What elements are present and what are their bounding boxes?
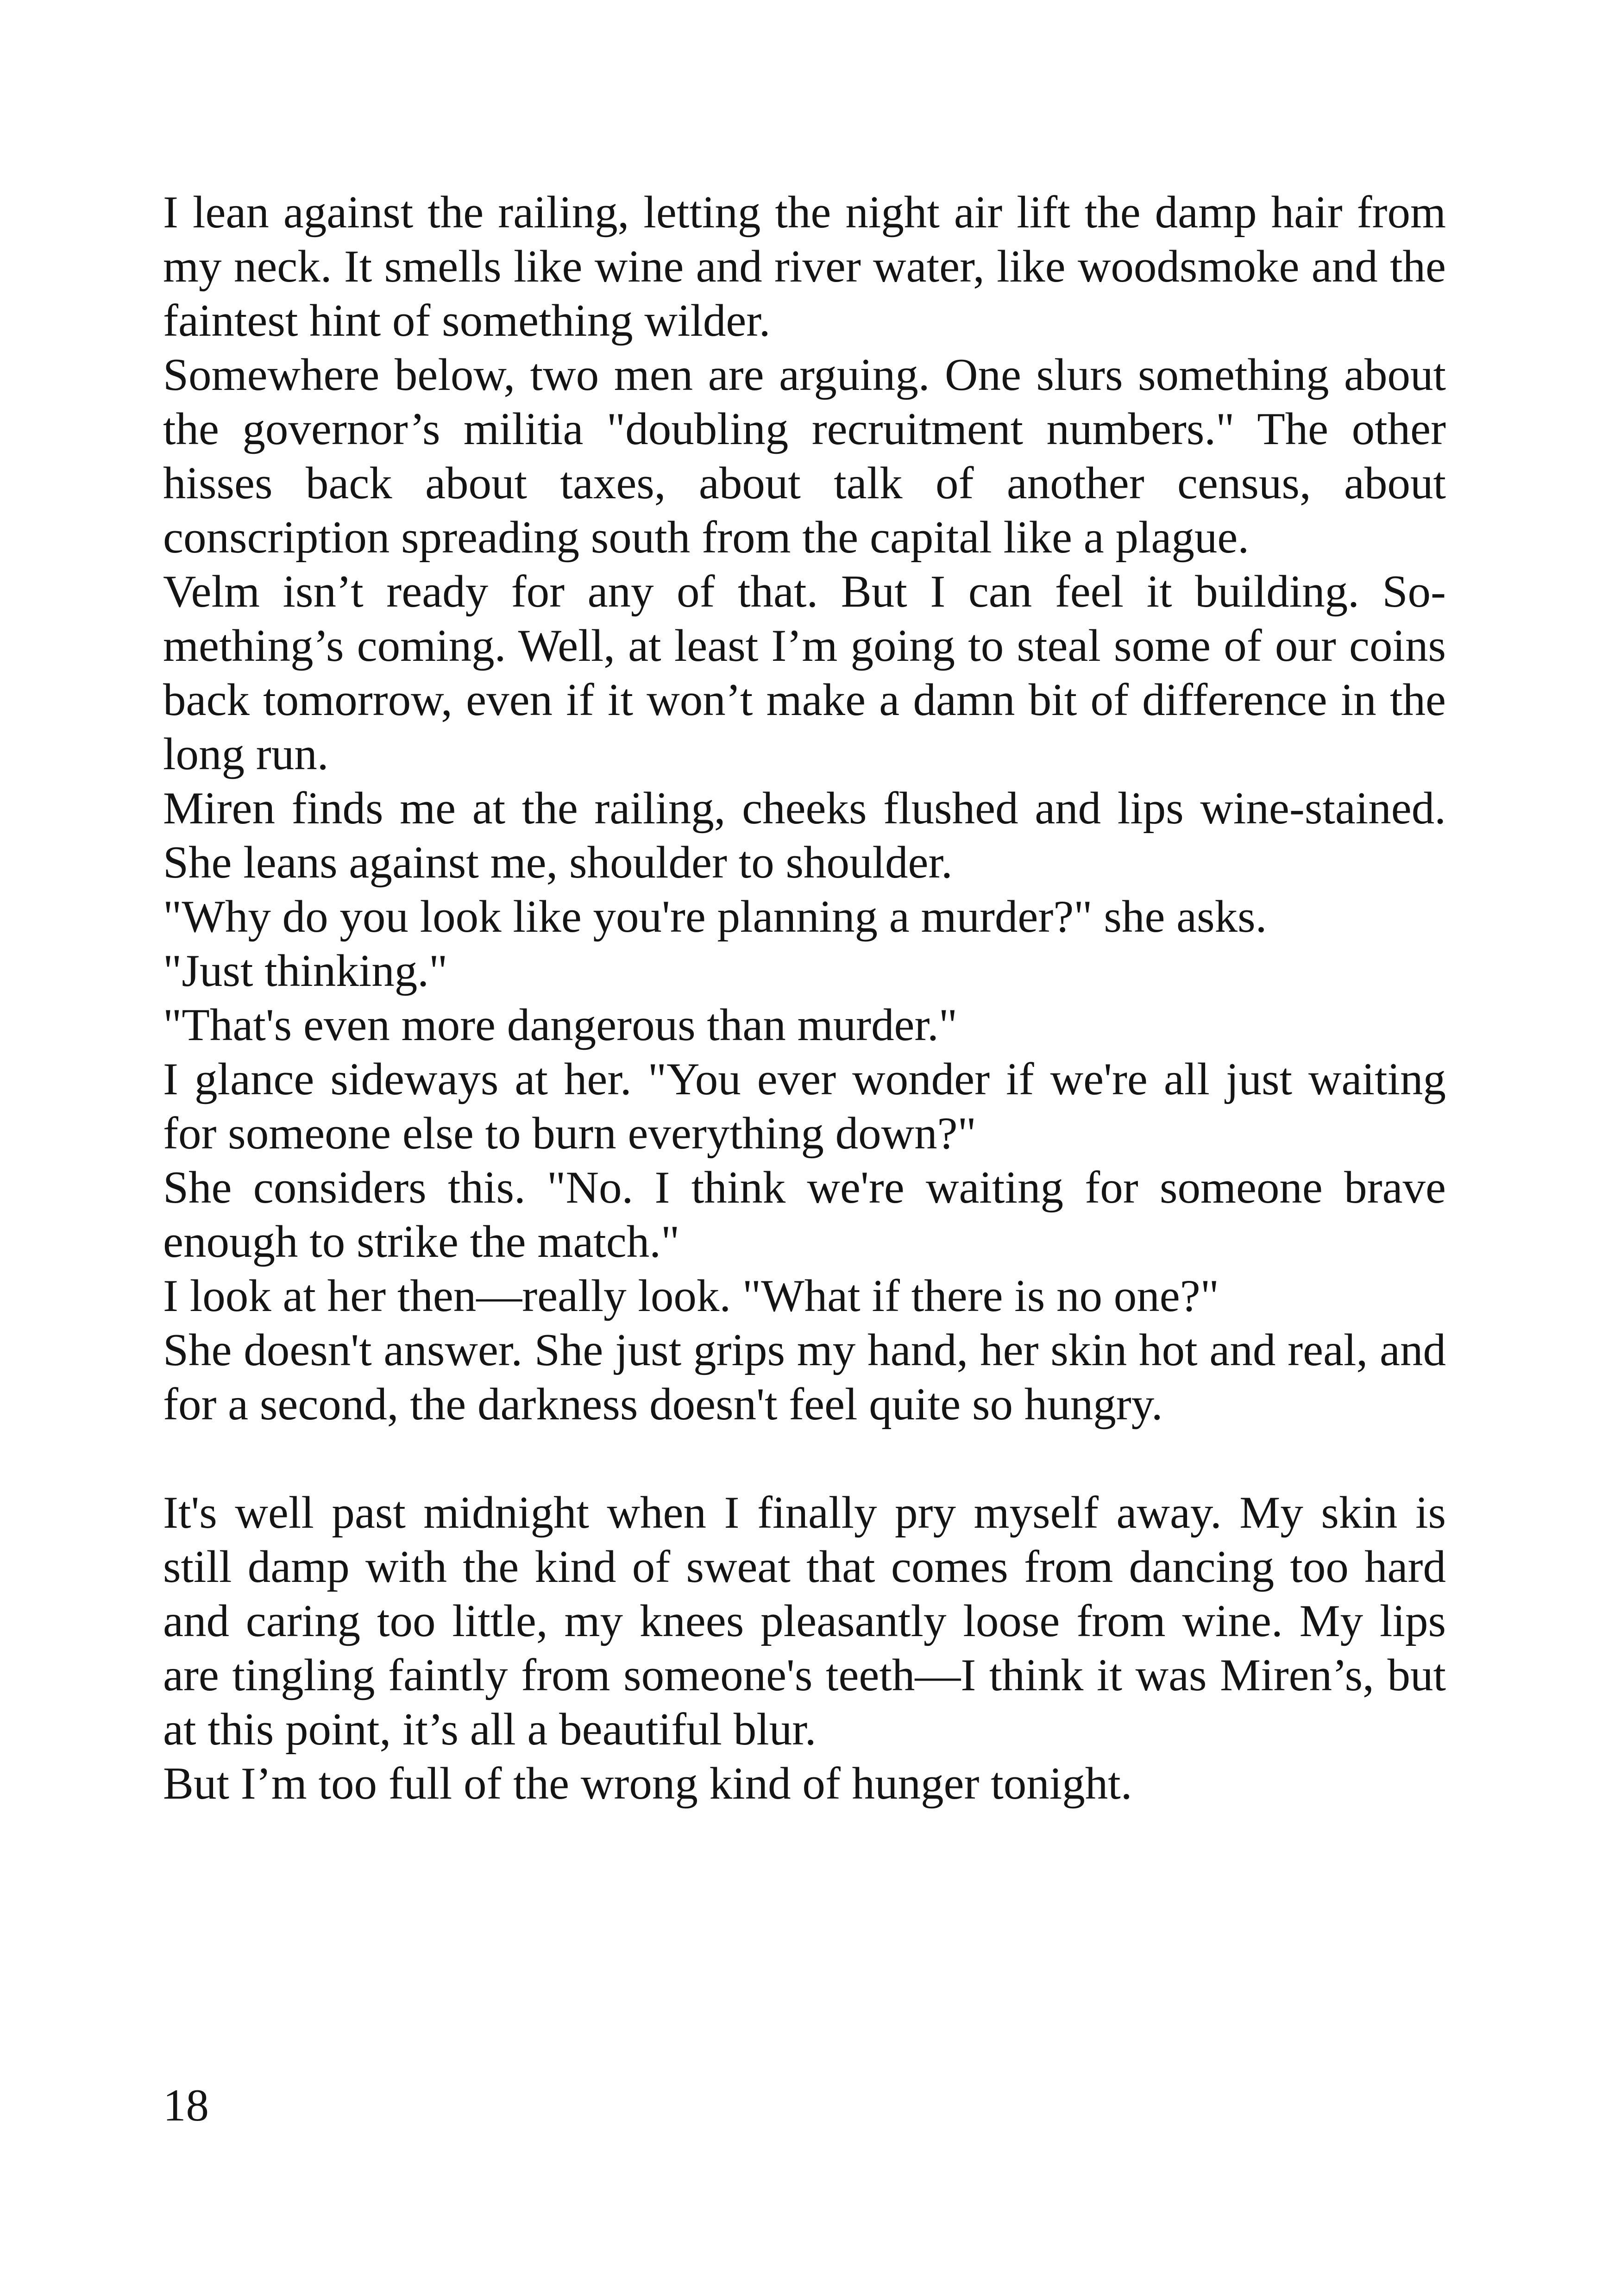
paragraph: Velm isn’t ready for any of that. But I can feel it building. Something’s coming. Well, at least I’m going to steal some of our coins back tomorrow, even if it won’t make a damn bit of difference in the long run.: [163, 566, 1446, 779]
section-break: [163, 1431, 1446, 1486]
paragraph: "That's even more dangerous than murder.": [163, 1000, 958, 1050]
paragraph: I glance sideways at her. "You ever wonder if we're all just waiting for someone else to burn everything down?": [163, 1054, 1446, 1159]
paragraph: Miren finds me at the railing, cheeks flushed and lips wine-stained. She leans against me, shoulder to shoulder.: [163, 783, 1446, 888]
paragraph: It's well past midnight when I finally pry myself away. My skin is still damp with the kind of sweat that comes from dancing too hard and caring too little, my knees pleasantly loose from wine. My lips are tingling faintly from someone's teeth—I think it was Miren’s, but at this point, it’s all a beautiful blur.: [163, 1487, 1446, 1755]
page-number: 18: [163, 2080, 209, 2131]
paragraph: "Why do you look like you're planning a murder?" she asks.: [163, 891, 1267, 942]
paragraph: She considers this. "No. I think we're waiting for someone brave enough to strike the match.": [163, 1162, 1446, 1267]
paragraph: But I’m too full of the wrong kind of hunger tonight.: [163, 1758, 1132, 1809]
paragraph: I lean against the railing, letting the night air lift the damp hair from my neck. It smells like wine and river water, like woodsmoke and the faintest hint of something wilder.: [163, 187, 1446, 346]
paragraph: I look at her then—really look. "What if there is no one?": [163, 1271, 1219, 1321]
paragraph: "Just thinking.": [163, 946, 448, 996]
paragraph: She doesn't answer. She just grips my hand, her skin hot and real, and for a second, the darkness doesn't feel quite so hungry.: [163, 1325, 1446, 1430]
body-text: [163, 185, 1446, 1811]
paragraph: Somewhere below, two men are arguing. One slurs something about the governor’s militia "doubling recruitment numbers." The other hisses back about taxes, about talk of another census, about conscription spreading south from the capital like a plague.: [163, 350, 1446, 563]
